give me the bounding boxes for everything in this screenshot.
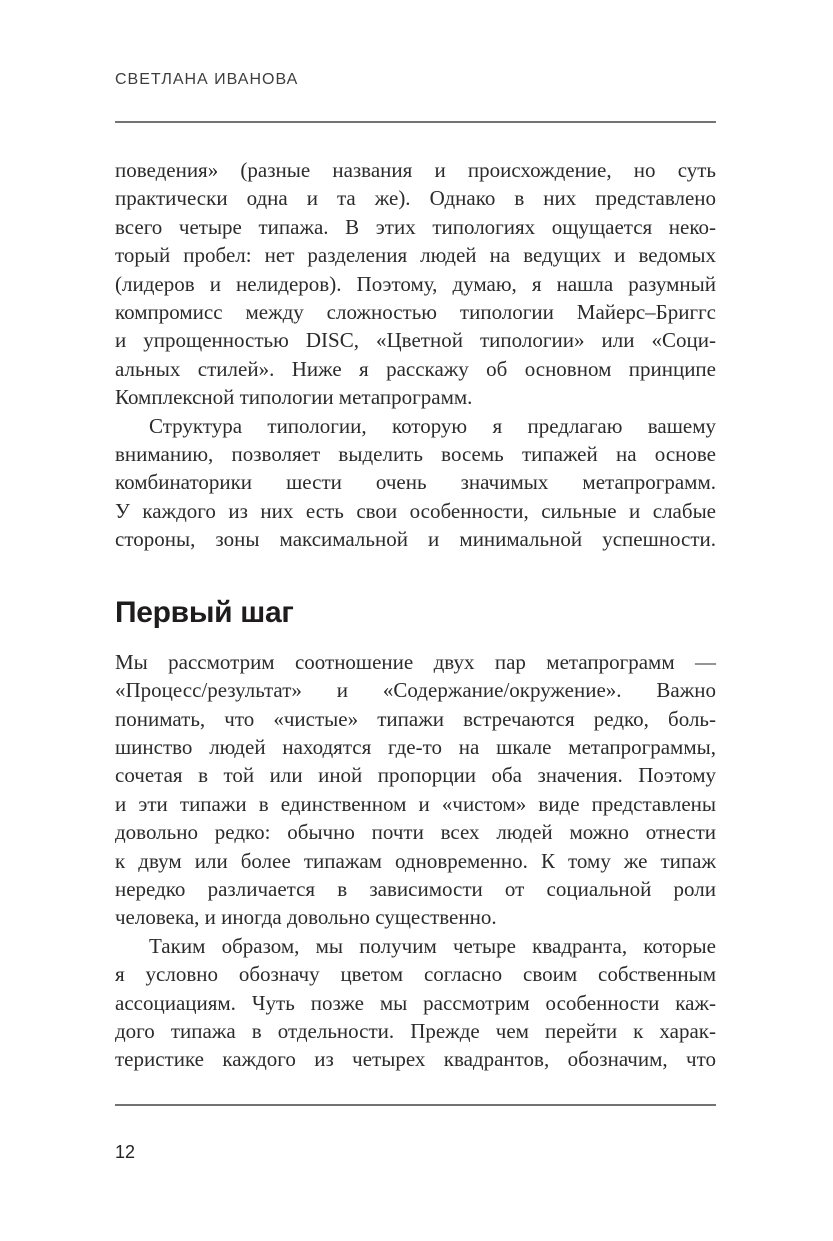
text-line: торый пробел: нет разделения людей на ведущих и ведомых <box>115 243 716 268</box>
text-line: «Процесс/результат» и «Содержание/окружение». Важно <box>115 678 716 703</box>
text-line: дого типажа в отдельности. Прежде чем перейти к харак- <box>115 1018 716 1043</box>
text-line: сочетая в той или иной пропорции оба значения. Поэтому <box>115 763 716 788</box>
text-line: альных стилей». Ниже я расскажу об основном принципе <box>115 356 716 381</box>
paragraph <box>115 412 716 554</box>
text-line: и упрощенностью DISC, «Цветной типологии» или «Соци- <box>115 328 716 353</box>
footer-divider <box>115 1104 716 1106</box>
text-line: вниманию, позволяет выделить восемь типажей на основе <box>115 442 716 467</box>
text-line: комбинаторики шести очень значимых метапрограмм. <box>115 470 716 495</box>
text-line: нередко различается в зависимости от социальной роли <box>115 876 716 901</box>
text-line: поведения» (разные названия и происхождение, но суть <box>115 158 716 182</box>
text-line: стороны, зоны максимальной и минимальной успешности. <box>115 527 716 552</box>
text-line: человека, и иногда довольно существенно. <box>115 905 497 930</box>
paragraph <box>115 932 716 1074</box>
text-line: всего четыре типажа. В этих типологиях ощущается неко- <box>115 214 716 239</box>
text-line: и эти типажи в единственном и «чистом» виде представлены <box>115 791 716 816</box>
body-section-1 <box>115 156 716 554</box>
text-line: теристике каждого из четырех квадрантов, обозначим, что <box>115 1047 716 1072</box>
text-line: Таким образом, мы получим четыре квадранта, которые <box>149 933 716 958</box>
header-divider <box>115 121 716 123</box>
text-line: я условно обозначу цветом согласно своим собственным <box>115 962 716 987</box>
text-line: Мы рассмотрим соотношение двух пар метапрограмм — <box>115 649 716 674</box>
text-line: (лидеров и нелидеров). Поэтому, думаю, я нашла разумный <box>115 271 716 296</box>
text-line: понимать, что «чистые» типажи встречаются редко, боль- <box>115 706 716 731</box>
section-heading: Первый шаг <box>115 595 294 629</box>
body-section-2 <box>115 648 716 1074</box>
text-line: У каждого из них есть свои особенности, сильные и слабые <box>115 498 716 523</box>
text-line: шинство людей находятся где-то на шкале метапрограммы, <box>115 734 716 759</box>
paragraph <box>115 156 716 412</box>
paragraph <box>115 648 716 932</box>
text-line: Структура типологии, которую я предлагаю вашему <box>149 413 716 438</box>
text-line: Комплексной типологии метапрограмм. <box>115 385 473 410</box>
running-header-author: СВЕТЛАНА ИВАНОВА <box>115 71 299 88</box>
text-line: к двум или более типажам одновременно. К тому же типаж <box>115 848 716 873</box>
text-line: довольно редко: обычно почти всех людей можно отнести <box>115 820 716 845</box>
text-line: практически одна и та же). Однако в них представлено <box>115 186 716 211</box>
text-line: компромисс между сложностью типологии Майерс–Бриггс <box>115 300 716 325</box>
page-number: 12 <box>115 1141 136 1162</box>
text-line: ассоциациям. Чуть позже мы рассмотрим особенности каж- <box>115 990 716 1015</box>
